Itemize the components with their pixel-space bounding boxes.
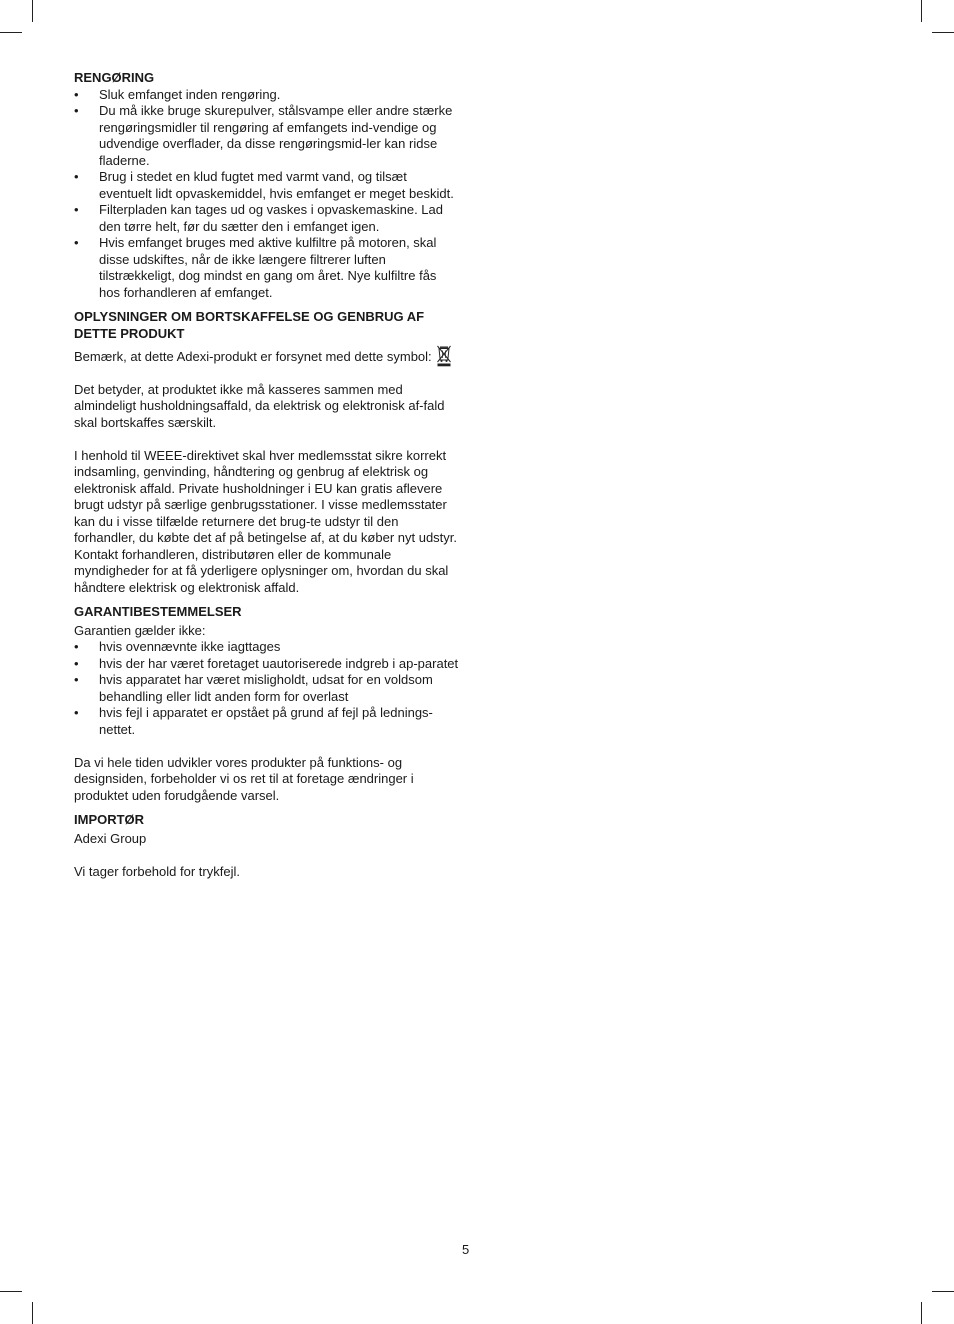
printing-disclaimer: Vi tager forbehold for trykfejl. <box>74 863 240 879</box>
list-item: • Brug i stedet en klud fugtet med varmt vand, og tilsæt eventuelt lidt opvaskemiddel, hvis emfanget er meget beskidt. <box>74 169 454 201</box>
crop-mark-top-right-v <box>921 0 922 22</box>
list-item: • hvis ovennævnte ikke iagttages <box>74 639 281 654</box>
list-item: • hvis der har været foretaget uautoriserede indgreb i ap-paratet <box>74 655 459 671</box>
main-column <box>74 70 460 880</box>
page-number: 5 <box>462 1242 470 1257</box>
disposal-paragraph-2: I henhold til WEEE-direktivet skal hver medlemsstat sikre korrekt indsamling, genvinding, håndtering og genbrug af elektrisk og elektronisk affald. Private husholdninger i EU kan gratis aflevere brugt udstyr på særlige genbrugsstationer. I visse medlemsstater kan du i visse tilfælde returnere det brug-te udstyr til den forhandler, du købte det af på betingelse af, at du køber nyt udstyr. Kontakt forhandleren, distributøren eller de kommunale myndigheder for at få yderligere oplysninger om, hvordan du skal håndtere elektrisk og elektronisk affald. <box>74 447 458 595</box>
weee-crossed-bin-icon <box>436 345 452 372</box>
list-item: • Filterpladen kan tages ud og vaskes i opvaskemaskine. Lad den tørre helt, før du sætter den i emfanget igen. <box>74 202 443 234</box>
disposal-paragraph-1: Det betyder, at produktet ikke må kasseres sammen med almindeligt husholdningsaffald, da elektrisk og elektronisk af-fald skal bortskaffes særskilt. <box>74 381 445 430</box>
list-item: • hvis apparatet har været misligholdt, udsat for en voldsom behandling eller lidt anden form for overlast <box>74 672 433 704</box>
bullet: • <box>74 639 79 654</box>
bullet: • <box>74 655 79 671</box>
crop-mark-bottom-left-h <box>0 1291 22 1292</box>
crop-mark-bottom-right-h <box>932 1291 954 1292</box>
section-heading-warranty: GARANTIBESTEMMELSER <box>74 604 242 619</box>
section-heading-disposal: OPLYSNINGER OM BORTSKAFFELSE OG GENBRUG AF DETTE PRODUKT <box>74 309 425 341</box>
bullet: • <box>74 169 79 184</box>
crop-mark-bottom-left-v <box>32 1302 33 1324</box>
crop-mark-bottom-right-v <box>921 1302 922 1324</box>
list-item: • Du må ikke bruge skurepulver, stålsvampe eller andre stærke rengøringsmidler til rengøring af emfangets ind-vendige og udvendige overflader, da disse rengøringsmid-ler kan ridse fladerne. <box>74 103 453 168</box>
bullet: • <box>74 705 79 720</box>
cleaning-list <box>74 87 460 302</box>
warranty-closing: Da vi hele tiden udvikler vores produkter på funktions- og designsiden, forbeholder vi os ret til at foretage ændringer i produktet uden forudgående varsel. <box>74 754 414 803</box>
bullet: • <box>74 672 79 687</box>
warranty-intro: Garantien gælder ikke: <box>74 622 206 638</box>
crop-mark-top-right-h <box>932 32 954 33</box>
section-heading-importer: IMPORTØR <box>74 812 145 827</box>
disposal-intro: Bemærk, at dette Adexi-produkt er forsynet med dette symbol: <box>74 345 460 372</box>
list-item: • Sluk emfanget inden rengøring. <box>74 86 281 102</box>
crop-mark-top-left-v <box>32 0 33 22</box>
bullet: • <box>74 86 79 102</box>
importer-name: Adexi Group <box>74 830 147 846</box>
crop-mark-top-left-h <box>0 32 22 33</box>
bullet: • <box>74 235 79 250</box>
section-heading-cleaning: RENGØRING <box>74 70 155 85</box>
list-item: • Hvis emfanget bruges med aktive kulfiltre på motoren, skal disse udskiftes, når de ikke længere filtrerer luften tilstrækkeligt, dog mindst en gang om året. Nye kulfiltre fås hos forhandleren af emfanget. <box>74 235 437 300</box>
list-item: • hvis fejl i apparatet er opstået på grund af fejl på lednings-nettet. <box>74 705 433 737</box>
bullet: • <box>74 103 79 118</box>
warranty-list <box>74 639 460 738</box>
bullet: • <box>74 202 79 217</box>
